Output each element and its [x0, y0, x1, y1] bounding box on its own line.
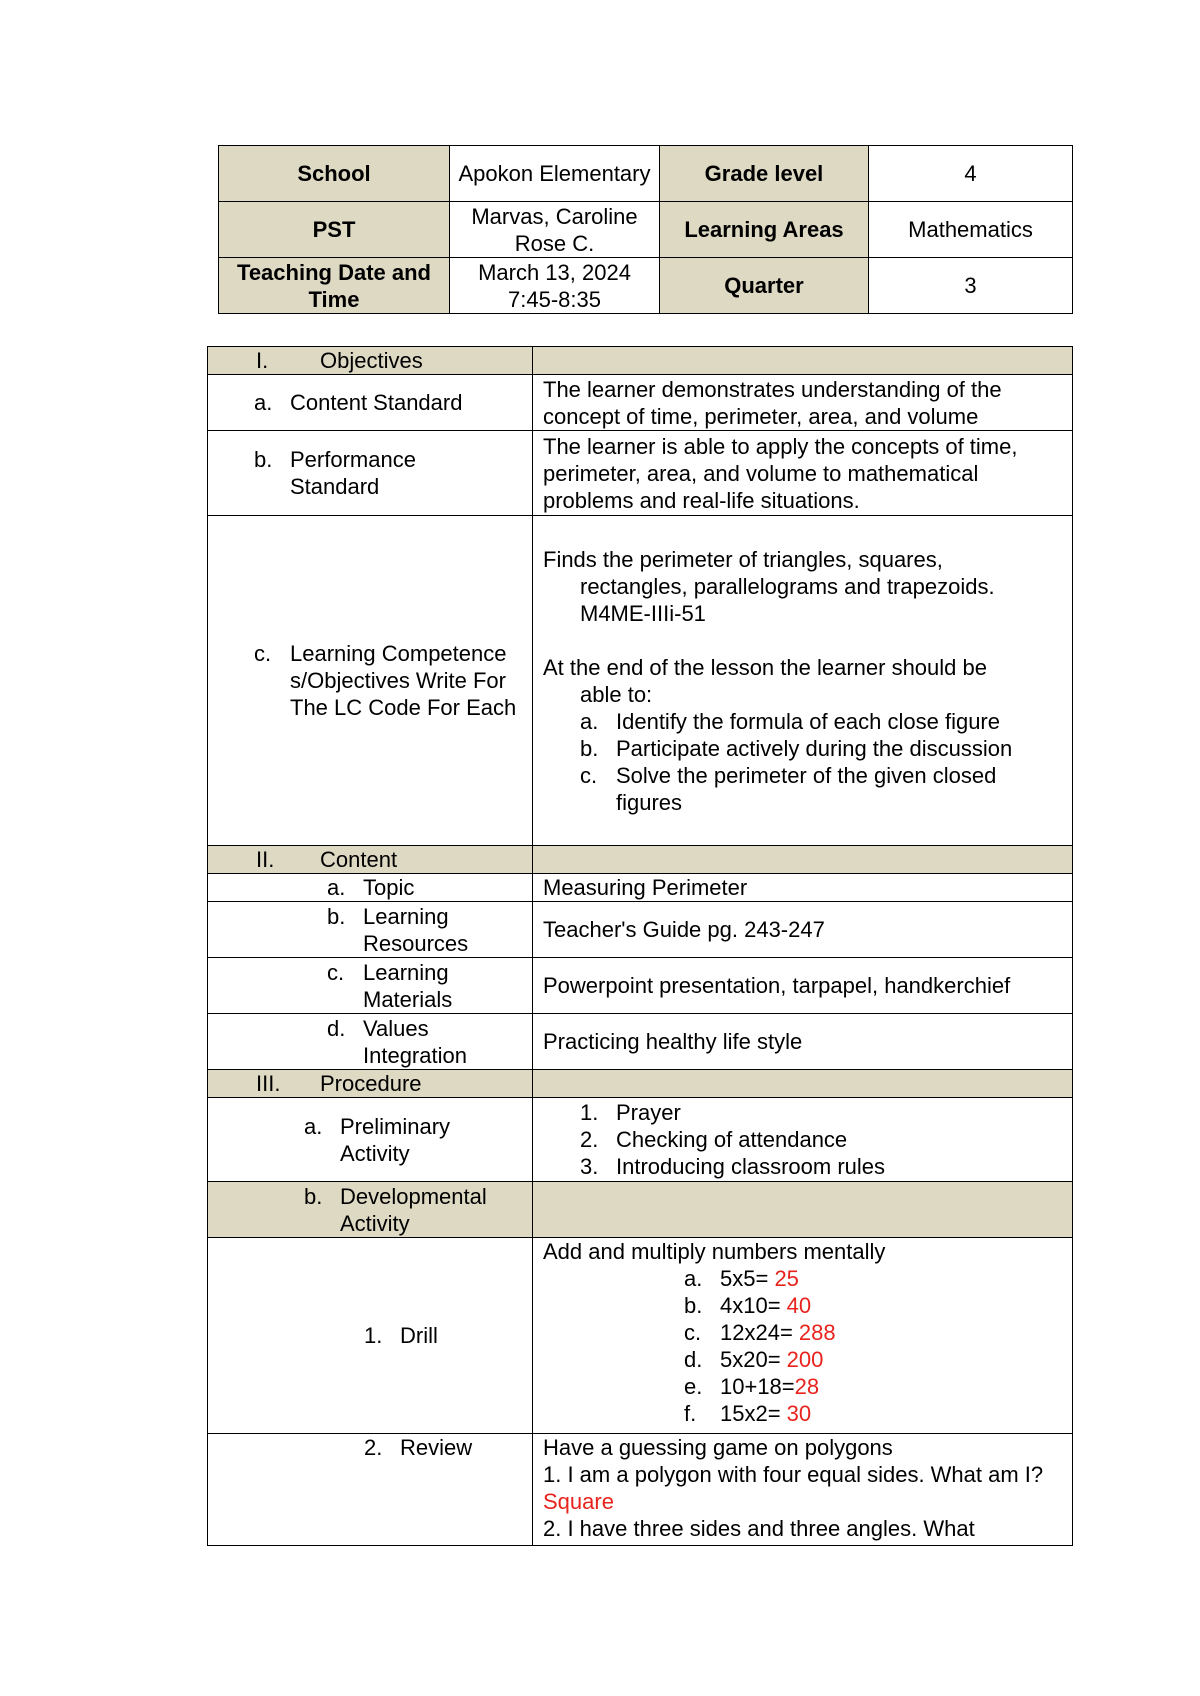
- learning-areas-value: Mathematics: [869, 202, 1073, 258]
- objectives-section-blank: [533, 347, 1073, 375]
- performance-standard-text: The learner is able to apply the concepts of time, perimeter, area, and volume to mathematical problems and real-life situations.: [533, 431, 1073, 516]
- list-item: b. 4x10= 40: [684, 1293, 812, 1318]
- list-item: a. Identify the formula of each close figure: [580, 708, 1000, 734]
- list-item: d. 5x20= 200: [684, 1347, 824, 1372]
- developmental-activity-blank: [533, 1182, 1073, 1238]
- item-marker: b.: [254, 447, 273, 472]
- values-integration-value: Practicing healthy life style: [533, 1014, 1073, 1070]
- content-section-blank: [533, 846, 1073, 874]
- learning-materials-value: Powerpoint presentation, tarpapel, handkerchief: [533, 958, 1073, 1014]
- list-item: a. 5x5= 25: [684, 1266, 799, 1291]
- review-answer: Square: [543, 1489, 614, 1514]
- table-row: d. Values Integration: [208, 1014, 533, 1070]
- list-item: e. 10+18= 28: [684, 1374, 820, 1399]
- competency-code: M4ME-IIIi-51: [580, 600, 706, 626]
- objectives-section-header: [208, 347, 533, 375]
- section-title: Objectives: [320, 348, 423, 373]
- review-question: 2. I have three sides and three angles. What: [543, 1516, 975, 1541]
- review-label: Review: [400, 1435, 473, 1460]
- review-intro: Have a guessing game on polygons: [543, 1435, 893, 1460]
- section-number: II.: [256, 847, 275, 872]
- item-marker: a.: [254, 390, 273, 415]
- list-item: f. 15x2= 30: [684, 1401, 812, 1426]
- school-label: School: [219, 146, 450, 202]
- competency-line: rectangles, parallelograms and trapezoids.: [580, 573, 995, 599]
- content-standard-label: Content Standard: [290, 390, 463, 415]
- objectives-intro: At the end of the lesson the learner should be: [543, 654, 987, 680]
- teaching-date: March 13, 2024: [478, 259, 631, 285]
- competency-line: Finds the perimeter of triangles, squares,: [543, 546, 943, 572]
- section-title: Content: [320, 847, 398, 872]
- lesson-plan-table: I. Objectives a. Content Standard The learner demonstrates understanding of the concept of time, perimeter, area, and volume b. Performance Standard The learner is able to apply the concepts of time, perimeter, area, and volume to mathematical problems and real-life situations. c. Learning Competences/Objectives Write For The LC Code For Each Finds the perimeter of triangles, squares, rectangles, parallelograms and trapezoids. M4ME-IIIi-51 At the end of the lesson the learner should be able to: a. Identify the formula of each close figure b. Participate actively during the discussion c. Solve the perimeter of the given closed figures II. Content a. Topic Measuring Perimeter b. Learning Resources Teacher's Guide pg. 243-247 c. Learning Materials Powerpoint presentation, tarpapel, handkerchief d. Values Integration Practicing healthy life style III. Procedure a. Preliminary Activity 1. Prayer 2. Checking of attendance 3. Introducing classroom rules b. Developmental Activity 1. Drill Add and multiply numbers mentally a. 5x5= 25 b. 4x10= 40 c. 12x24= 288 d. 5x20= 200 e. 10+18= 28 f. 15x2= 30 2. Review Have a guessing game on polygons 1. I am a polygon with four equal sides. What am I? Square 2. I have three sides and three angles. What: [207, 346, 1073, 1546]
- section-number: I.: [256, 348, 269, 373]
- teaching-date-label: Teaching Date and Time: [219, 258, 450, 314]
- drill-intro: Add and multiply numbers mentally: [543, 1239, 886, 1264]
- table-row: a. Topic: [208, 874, 533, 902]
- list-item: c. 12x24= 288: [684, 1320, 836, 1345]
- list-item: 1. Prayer: [580, 1100, 681, 1125]
- pst-label: PST: [219, 202, 450, 258]
- table-row: c. Learning Materials: [208, 958, 533, 1014]
- drill-cell: [533, 1238, 1073, 1434]
- drill-answer: 30: [786, 1401, 812, 1426]
- learning-materials-label: Learning Materials: [363, 959, 453, 1012]
- values-integration-label: Values Integration: [363, 1015, 467, 1068]
- teaching-date-value: [450, 258, 660, 314]
- drill-answer: 288: [798, 1320, 836, 1345]
- list-item: c. Solve the perimeter of the given closed figures: [580, 762, 997, 815]
- item-marker: c.: [254, 641, 272, 666]
- table-row: b. Learning Resources: [208, 902, 533, 958]
- quarter-value: 3: [869, 258, 1073, 314]
- list-item: b. Participate actively during the discussion: [580, 735, 1013, 761]
- drill-label: Drill: [400, 1323, 438, 1348]
- performance-standard-label: Performance Standard: [290, 447, 416, 499]
- drill-answer: 25: [774, 1266, 799, 1291]
- quarter-label: Quarter: [660, 258, 869, 314]
- grade-value: 4: [869, 146, 1073, 202]
- topic-value: Measuring Perimeter: [533, 874, 1073, 902]
- section-title: Procedure: [320, 1071, 422, 1096]
- grade-label: Grade level: [660, 146, 869, 202]
- drill-answer: 40: [786, 1293, 812, 1318]
- preliminary-activity-list: [533, 1098, 1073, 1182]
- header-table: [218, 145, 1073, 314]
- pst-value: Marvas, Caroline Rose C.: [450, 202, 660, 258]
- developmental-activity-label: Developmental Activity: [340, 1183, 487, 1236]
- learning-resources-value: Teacher's Guide pg. 243-247: [533, 902, 1073, 958]
- procedure-section-header: [208, 1070, 533, 1098]
- preliminary-activity-label: Preliminary Activity: [340, 1113, 451, 1166]
- competencies-cell: [533, 516, 1073, 846]
- content-section-header: [208, 846, 533, 874]
- drill-answer: 28: [794, 1374, 820, 1399]
- content-standard-text: The learner demonstrates understanding of the concept of time, perimeter, area, and volume: [533, 375, 1073, 431]
- review-question: 1. I am a polygon with four equal sides. What am I? Square: [543, 1462, 1044, 1514]
- list-item: 2. Checking of attendance: [580, 1127, 848, 1152]
- learning-areas-label: Learning Areas: [660, 202, 869, 258]
- section-number: III.: [256, 1071, 281, 1096]
- school-value: Apokon Elementary: [450, 146, 660, 202]
- teaching-time: 7:45-8:35: [508, 286, 601, 312]
- procedure-section-blank: [533, 1070, 1073, 1098]
- competencies-label: Learning Competences/Objectives Write For The LC Code For Each: [290, 641, 517, 720]
- topic-label: Topic: [363, 875, 415, 900]
- list-item: 3. Introducing classroom rules: [580, 1154, 886, 1179]
- review-cell: [533, 1434, 1073, 1546]
- learning-resources-label: Learning Resources: [363, 903, 469, 956]
- drill-answer: 200: [786, 1347, 824, 1372]
- objectives-intro: able to:: [580, 681, 653, 707]
